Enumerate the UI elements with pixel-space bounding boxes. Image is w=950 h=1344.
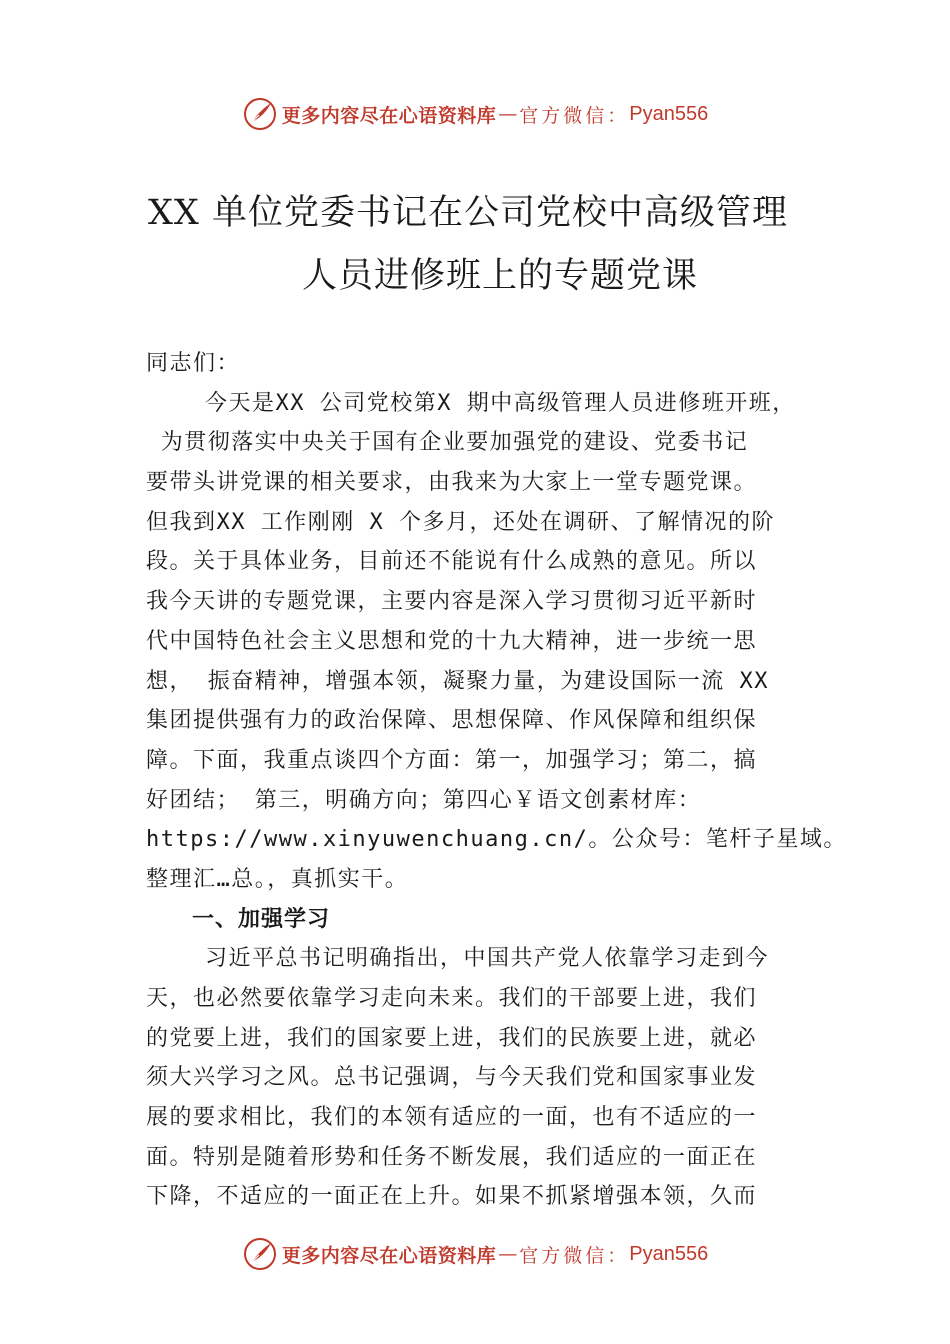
body-line: 整理汇…总。，真抓实干。 (146, 866, 409, 892)
banner-wechat-label: 官方微信： (519, 104, 630, 127)
body-line: 今天是XX 公司党校第X 期中高级管理人员进修班开班， (146, 390, 796, 416)
body-line: 要带头讲党课的相关要求，由我来为大家上一堂专题党课。 (146, 470, 758, 496)
document-body (146, 344, 847, 1217)
banner-site-name: 更多内容尽在心语资料库 (281, 104, 497, 127)
body-line: 下降，不适应的一面正在上升。如果不抓紧增强本领，久而 (146, 1184, 758, 1210)
body-line: 的党要上进，我们的国家要上进，我们的民族要上进，就必 (146, 1025, 758, 1051)
body-line: 代中国特色社会主义思想和党的十九大精神，进一步统一思 (146, 628, 758, 654)
body-line: 须大兴学习之风。总书记强调，与今天我们党和国家事业发 (146, 1065, 758, 1091)
body-line: 障。下面，我重点谈四个方面：第一，加强学习；第二，搞 (146, 747, 758, 773)
banner-wechat-id: Pyan556 (629, 102, 709, 125)
body-line: 展的要求相比，我们的本领有适应的一面，也有不适应的一 (146, 1105, 758, 1131)
banner-site-name: 更多内容尽在心语资料库 (281, 1244, 497, 1267)
header-watermark-banner (0, 92, 950, 136)
body-line: 段。关于具体业务，目前还不能说有什么成熟的意见。所以 (146, 549, 758, 575)
banner-dash: — (498, 1243, 518, 1265)
body-line: 集团提供强有力的政治保障、思想保障、作风保障和组织保 (146, 708, 758, 734)
document-title-line-1: XX 单位党委书记在公司党校中高级管理 (148, 193, 788, 233)
body-line: 面。特别是随着形势和任务不断发展，我们适应的一面正在 (146, 1144, 758, 1170)
quill-logo-icon (242, 96, 278, 132)
quill-logo-icon (242, 1236, 278, 1272)
body-line: 好团结； 第三，明确方向；第四心￥语文创素材库： (146, 787, 702, 813)
body-line: 但我到XX 工作刚刚 X 个多月，还处在调研、了解情况的阶 (146, 509, 775, 535)
body-line: 为贯彻落实中央关于国有企业要加强党的建设、党委书记 (146, 430, 749, 456)
section-heading: 一、加强学习 (192, 906, 331, 932)
footer-watermark-banner (0, 1232, 950, 1276)
body-line: 想， 振奋精神，增强本领，凝聚力量，为建设国际一流 XX (146, 668, 769, 694)
body-line: 同志们： (146, 351, 241, 376)
body-line-url: https://www.xinyuwenchuang.cn/。公众号：笔杆子星域。 (146, 827, 847, 853)
body-line: 习近平总书记明确指出，中国共产党人依靠学习走到今 (146, 946, 769, 972)
body-line: 我今天讲的专题党课，主要内容是深入学习贯彻习近平新时 (146, 589, 758, 615)
document-title-line-2: 人员进修班上的专题党课 (302, 256, 699, 296)
banner-wechat-label: 官方微信： (519, 1244, 630, 1267)
body-line: 天，也必然要依靠学习走向未来。我们的干部要上进，我们 (146, 986, 758, 1011)
banner-wechat-id: Pyan556 (629, 1242, 709, 1265)
banner-dash: — (498, 103, 518, 125)
